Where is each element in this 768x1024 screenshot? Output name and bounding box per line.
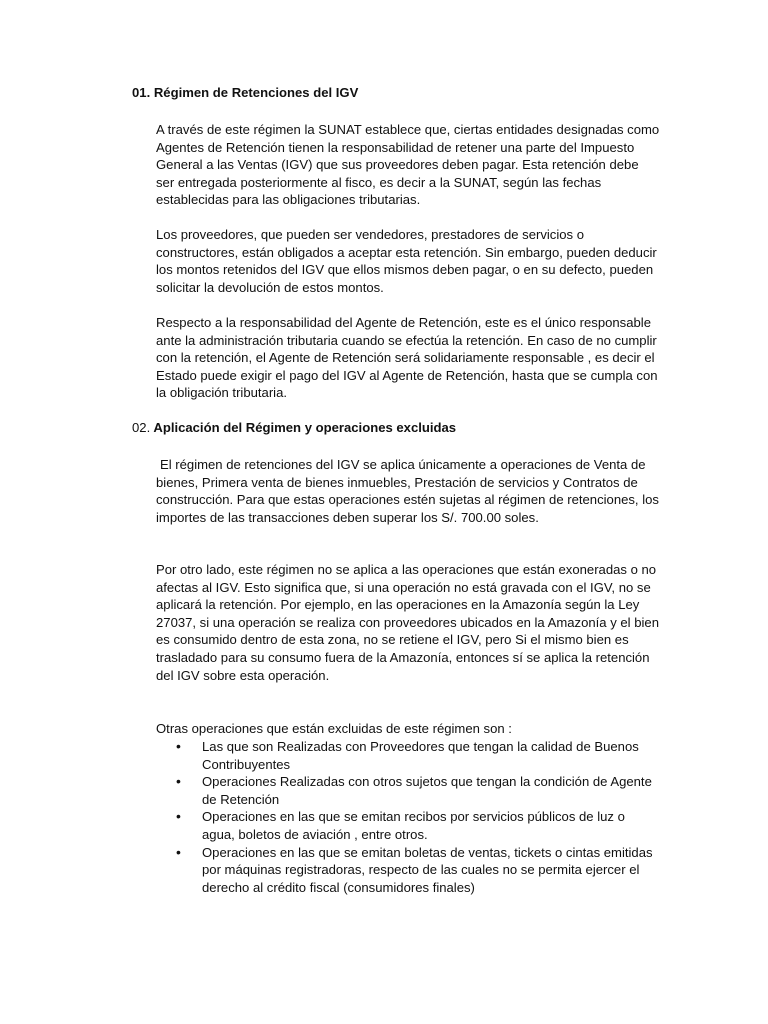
- section-2-paragraph-2: Por otro lado, este régimen no se aplica a las operaciones que están exoneradas o no afectas al IGV. Esto significa que, si una operación no está gravada con el IGV, no se aplicará la retención. Por ejemplo, en las operaciones en la Amazonía según la Ley 27037, si una operación se realiza con proveedores ubicados en la Amazonía y el bien es consumido dentro de esta zona, no se retiene el IGV, pero Si el mismo bien es trasladado para su consumo fuera de la Amazonía, entonces sí se aplica la retención del IGV sobre esta operación.: [156, 562, 659, 683]
- list-item-text: Operaciones en las que se emitan recibos por servicios públicos de luz o agua, boletos de aviación , entre otros.: [202, 809, 625, 842]
- list-item-text: Operaciones Realizadas con otros sujetos que tengan la condición de Agente de Retención: [202, 774, 652, 807]
- bullet-icon: •: [176, 773, 181, 790]
- section-2-paragraph-1: El régimen de retenciones del IGV se aplica únicamente a operaciones de Venta de bienes, Primera venta de bienes inmuebles, Prestación de servicios y Contratos de construcción. Para que estas operaciones estén sujetas al régimen de retenciones, los importes de las transacciones deben superar los S/. 700.00 soles.: [156, 457, 659, 525]
- section-2-title: Aplicación del Régimen y operaciones excluidas: [153, 420, 457, 435]
- section-1-paragraph-1: A través de este régimen la SUNAT establece que, ciertas entidades designadas como Agentes de Retención tienen la responsabilidad de retener una parte del Impuesto General a las Ventas (IGV) que sus proveedores deben pagar. Esta retención debe ser entregada posteriormente al fisco, es decir a la SUNAT, según las fechas establecidas para las obligaciones tributarias.: [156, 122, 660, 208]
- list-item-text: Operaciones en las que se emitan boletas de ventas, tickets o cintas emitidas por máquinas registradoras, respecto de las cuales no se permita ejercer el derecho al crédito fiscal (consumidores finales): [202, 844, 653, 895]
- bullet-icon: •: [176, 738, 181, 754]
- section-1-paragraph-3: Respecto a la responsabilidad del Agente de Retención, este es el único responsable ante la administración tributaria cuando se efectúa la retención. En caso de no cumplir con la retención, el Agente de Retención será solidariamente responsable , es decir el Estado puede exigir el pago del IGV al Agente de Retención, hasta que se cumpla con la obligación tributaria.: [156, 315, 658, 401]
- list-item: [156, 773, 660, 808]
- list-item-text: Las que son Realizadas con Proveedores que tengan la calidad de Buenos Contribuyentes: [202, 739, 639, 772]
- section-1-number: 01.: [132, 85, 151, 100]
- list-item: [156, 844, 660, 897]
- section-1-title: Régimen de Retenciones del IGV: [153, 85, 359, 100]
- bullet-icon: •: [176, 843, 181, 860]
- section-1-heading: [132, 84, 358, 102]
- section-2-heading: [132, 419, 456, 437]
- excluded-operations-list: [156, 738, 660, 896]
- section-2-number: 02.: [132, 420, 151, 435]
- section-1-paragraph-2: Los proveedores, que pueden ser vendedores, prestadores de servicios o constructores, están obligados a aceptar esta retención. Sin embargo, pueden deducir los montos retenidos del IGV que ellos mismos deben pagar, o en su defecto, pueden solicitar la devolución de estos montos.: [156, 227, 657, 295]
- bullet-icon: •: [176, 808, 181, 825]
- list-item: [156, 808, 660, 843]
- list-item: [156, 738, 660, 773]
- section-2-paragraph-3: Otras operaciones que están excluidas de este régimen son :: [156, 721, 512, 736]
